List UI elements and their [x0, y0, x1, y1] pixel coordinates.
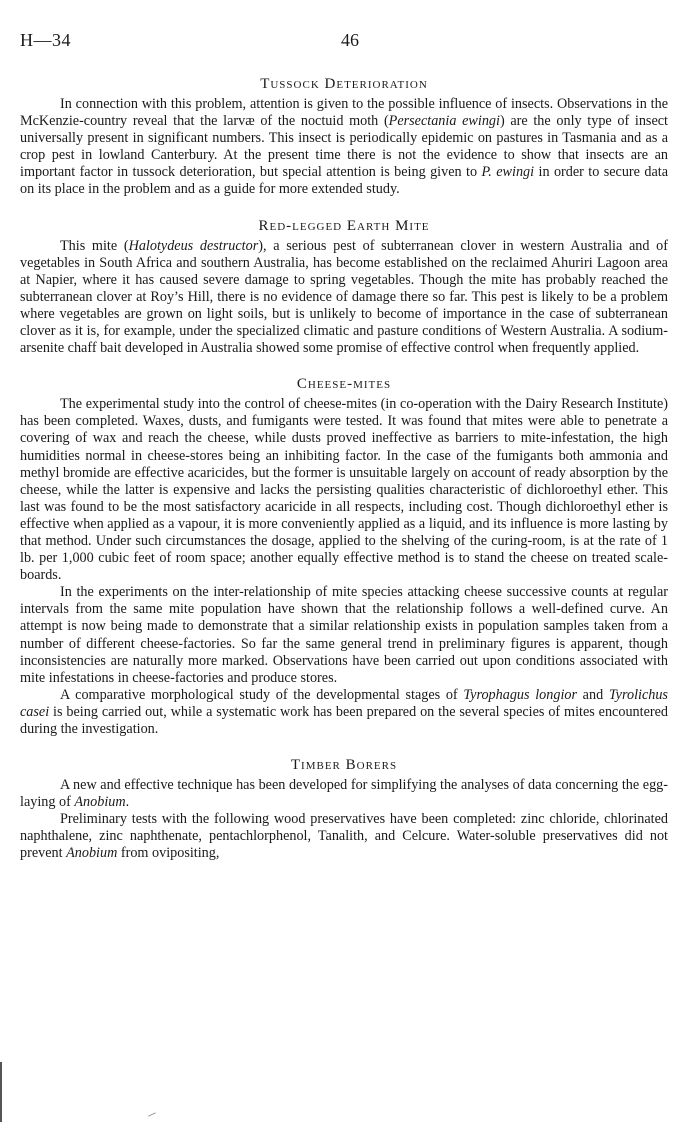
- paragraph: In connection with this problem, attention is given to the possible influence of insects. Observations in the McKenzie-country reveal that the larvæ of the noctuid moth (Persectania ewingi) are the only type of insect universally present in significant numbers. This insect is periodically epidemic on pastures in Tasmania and as a crop pest in lowland Canterbury. At the present time there is not the evidence to show that insects are an important factor in tussock deterioration, but special attention is being given to P. ewingi in order to secure data on its place in the problem and as a guide for more extended study.: [20, 96, 668, 198]
- section-red-legged-earth-mite: [20, 214, 668, 358]
- page-body: [20, 72, 668, 863]
- page-number: 46: [341, 30, 359, 50]
- section-heading: Timber Borers: [290, 757, 398, 774]
- section-heading: Cheese-mites: [296, 376, 392, 393]
- section-cheese-mites: [20, 372, 668, 738]
- section-heading: Tussock Deterioration: [260, 76, 428, 92]
- section-heading: Red-legged Earth Mite: [258, 217, 430, 234]
- stray-mark: [148, 1112, 156, 1116]
- report-reference: H—34: [20, 30, 71, 50]
- paragraph: In the experiments on the inter-relationship of mite species attacking cheese successive counts at regular intervals from the same mite population have shown that the relationship follows a well-defined curve. An attempt is now being made to demonstrate that a similar relationship exists in population samples taken from a number of different cheese-factories. So far the same general trend in preliminary figures is apparent, though inconsistencies are naturally more marked. Observations have been carried out upon conditions associated with mite infestations in cheese-factories and produce stores.: [20, 584, 668, 686]
- paragraph: The experimental study into the control of cheese-mites (in co-operation with the Dairy Research Institute) has been completed. Waxes, dusts, and fumigants were tested. It was found that mites were able to penetrate a covering of wax and reach the cheese, while dusts proved ineffective as barriers to mite-infestation, the high humidities normal in cheese-stores being an inhibiting factor. In the case of the fumigants both ammonia and methyl bromide are effective acaricides, but the former is unsuitable largely on account of ready absorption by the cheese, while the latter is expensive and lacks the persisting qualities characteristic of dichloroethyl ether. This last was found to be the most satisfactory acaricide in all respects, including cost. Though dichloroethyl ether is effective when applied as a vapour, it is more conveniently applied as a liquid, and its influence is more lasting by that method. Under such circumstances the dosage, applied to the shelving of the curing-room, is at the rate of 1 lb. per 1,000 cubic feet of room space; another equally effective method is to stand the cheese on treated scale-boards.: [20, 396, 668, 584]
- section-timber-borers: [20, 753, 668, 862]
- margin-rule: [0, 1062, 2, 1122]
- paragraph: This mite (Halotydeus destructor), a serious pest of subterranean clover in western Australia and of vegetables in South Africa and southern Australia, has become established on the reclaimed Ahuriri Lagoon area at Napier, where it has caused severe damage to spring vegetables. Though the mite has probably reached the subterranean clover at Roy’s Hill, there is no evidence of damage there so far. This pest is likely to be a problem where vegetables are grown on light soils, but is unlikely to become of importance in the case of subterranean clover as it is, for example, under the specialized climatic and pasture conditions of Western Australia. A sodium-arsenite chaff bait developed in Australia showed some promise of effective control when frequently applied.: [20, 237, 668, 357]
- paragraph: A comparative morphological study of the developmental stages of Tyrophagus longior and Tyrolichus casei is being carried out, while a systematic work has been prepared on the several species of mites encountered during the investigation.: [20, 686, 668, 737]
- section-tussock-deterioration: [20, 72, 668, 199]
- paragraph: A new and effective technique has been developed for simplifying the analyses of data concerning the egg-laying of Anobium.: [20, 777, 668, 811]
- paragraph: Preliminary tests with the following wood preservatives have been completed: zinc chloride, chlorinated naphthalene, zinc naphthenate, pentachlorphenol, Tanalith, and Celcure. Water-soluble preservatives did not prevent Anobium from ovipositing,: [20, 811, 668, 862]
